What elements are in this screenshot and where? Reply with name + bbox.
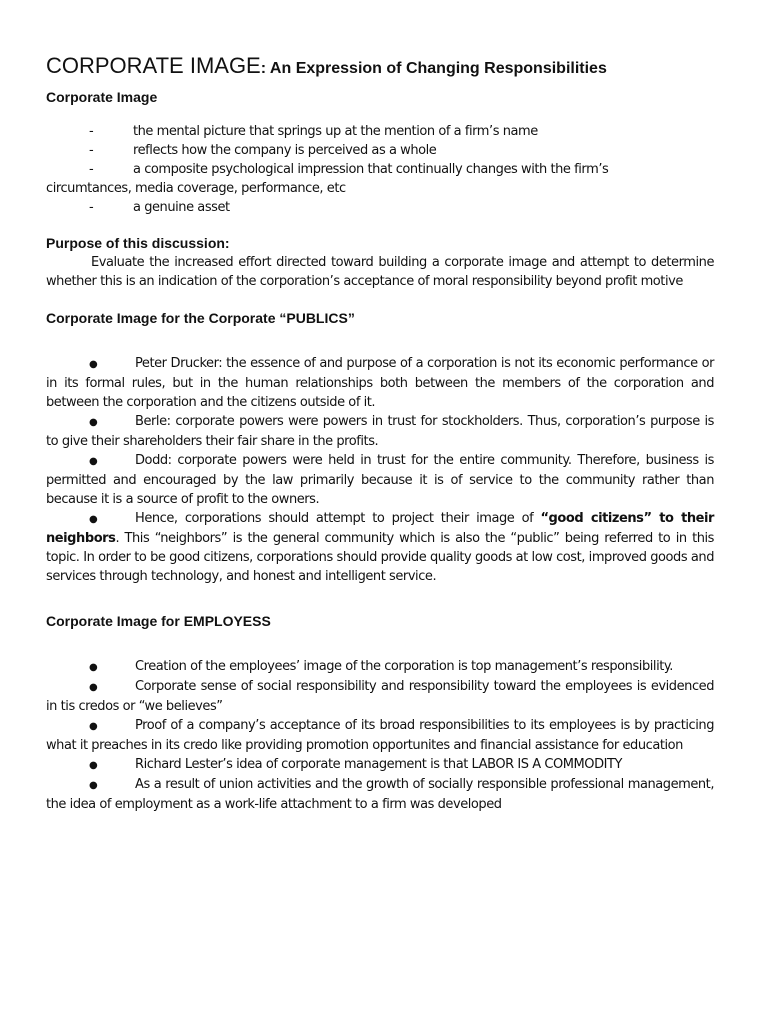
purpose-paragraph: Evaluate the increased effort directed toward building a corporate image and attempt to determine whether this is an indication of the corporation’s acceptance of moral responsibility beyond profit motive: [46, 255, 714, 289]
bullet-marker: ●: [89, 760, 98, 771]
list-item: ● Hence, corporations should attempt to project their image of “good citizens” to their neighbors. This “neighbors” is the general community which is also the “public” being referred to in this topic. In order to be good citizens, corporations should provide quality goods at low cost, improved goods and services through technology, and honest and intelligent service.: [46, 511, 714, 584]
bullet-marker: ●: [89, 456, 98, 467]
section-heading-publics: Corporate Image for the Corporate “PUBLICS”: [46, 310, 355, 326]
dash-marker: -: [89, 124, 94, 139]
list-item: ● Richard Lester’s idea of corporate management is that LABOR IS A COMMODITY: [46, 755, 714, 775]
employees-list: [46, 657, 714, 814]
list-item: - a genuine asset: [46, 198, 714, 217]
publics-list: [46, 354, 714, 586]
list-item: ● Berle: corporate powers were powers in trust for stockholders. Thus, corporation’s purpose is to give their shareholders their fair share in the profits.: [46, 414, 714, 449]
list-item: ● As a result of union activities and the growth of socially responsible professional management, the idea of employment as a work-life attachment to a firm was developed: [46, 777, 714, 812]
title-main: CORPORATE IMAGE: [46, 53, 261, 78]
section-heading-employees: Corporate Image for EMPLOYESS: [46, 613, 271, 629]
title-subtitle: : An Expression of Changing Responsibilities: [260, 60, 607, 77]
list-item: - the mental picture that springs up at the mention of a firm’s name: [46, 122, 714, 141]
good-citizens-emphasis: “good citizens” to their neighbors: [46, 511, 714, 546]
bullet-marker: ●: [89, 514, 98, 525]
dash-marker: -: [89, 200, 94, 215]
list-item: - a composite psychological impression that continually changes with the firm’s: [46, 160, 714, 179]
bullet-marker: ●: [89, 662, 98, 673]
section-heading-purpose: Purpose of this discussion:: [46, 235, 230, 251]
bullet-marker: ●: [89, 780, 98, 791]
list-item: ● Proof of a company’s acceptance of its broad responsibilities to its employees is by practicing what it preaches in its credo like providing promotion opportunites and financial assistance for education: [46, 718, 714, 753]
document-title: [46, 48, 714, 76]
corporate-image-list: [46, 122, 714, 217]
list-item: ● Corporate sense of social responsibility and responsibility toward the employees is evidenced in tis credos or “we believes”: [46, 679, 714, 714]
bullet-marker: ●: [89, 417, 98, 428]
list-item: ● Peter Drucker: the essence of and purpose of a corporation is not its economic performance or in its formal rules, but in the human relationships both between the members of the corporation and between the corporation and the citizens outside of it.: [46, 356, 714, 410]
list-item-continuation: circumtances, media coverage, performance, etc: [46, 181, 346, 196]
document-page: [46, 48, 714, 814]
list-item: ● Dodd: corporate powers were held in trust for the entire community. Therefore, business is permitted and encouraged by the law primarily because it is of service to the community rather than because it is a source of profit to the owners.: [46, 453, 714, 507]
dash-marker: -: [89, 162, 94, 177]
list-item: - reflects how the company is perceived as a whole: [46, 141, 714, 160]
dash-marker: -: [89, 143, 94, 158]
bullet-marker: ●: [89, 682, 98, 693]
bullet-marker: ●: [89, 721, 98, 732]
section-heading-corporate-image: Corporate Image: [46, 89, 158, 105]
list-item: ● Creation of the employees’ image of the corporation is top management’s responsibility.: [46, 657, 714, 677]
bullet-marker: ●: [89, 359, 98, 370]
